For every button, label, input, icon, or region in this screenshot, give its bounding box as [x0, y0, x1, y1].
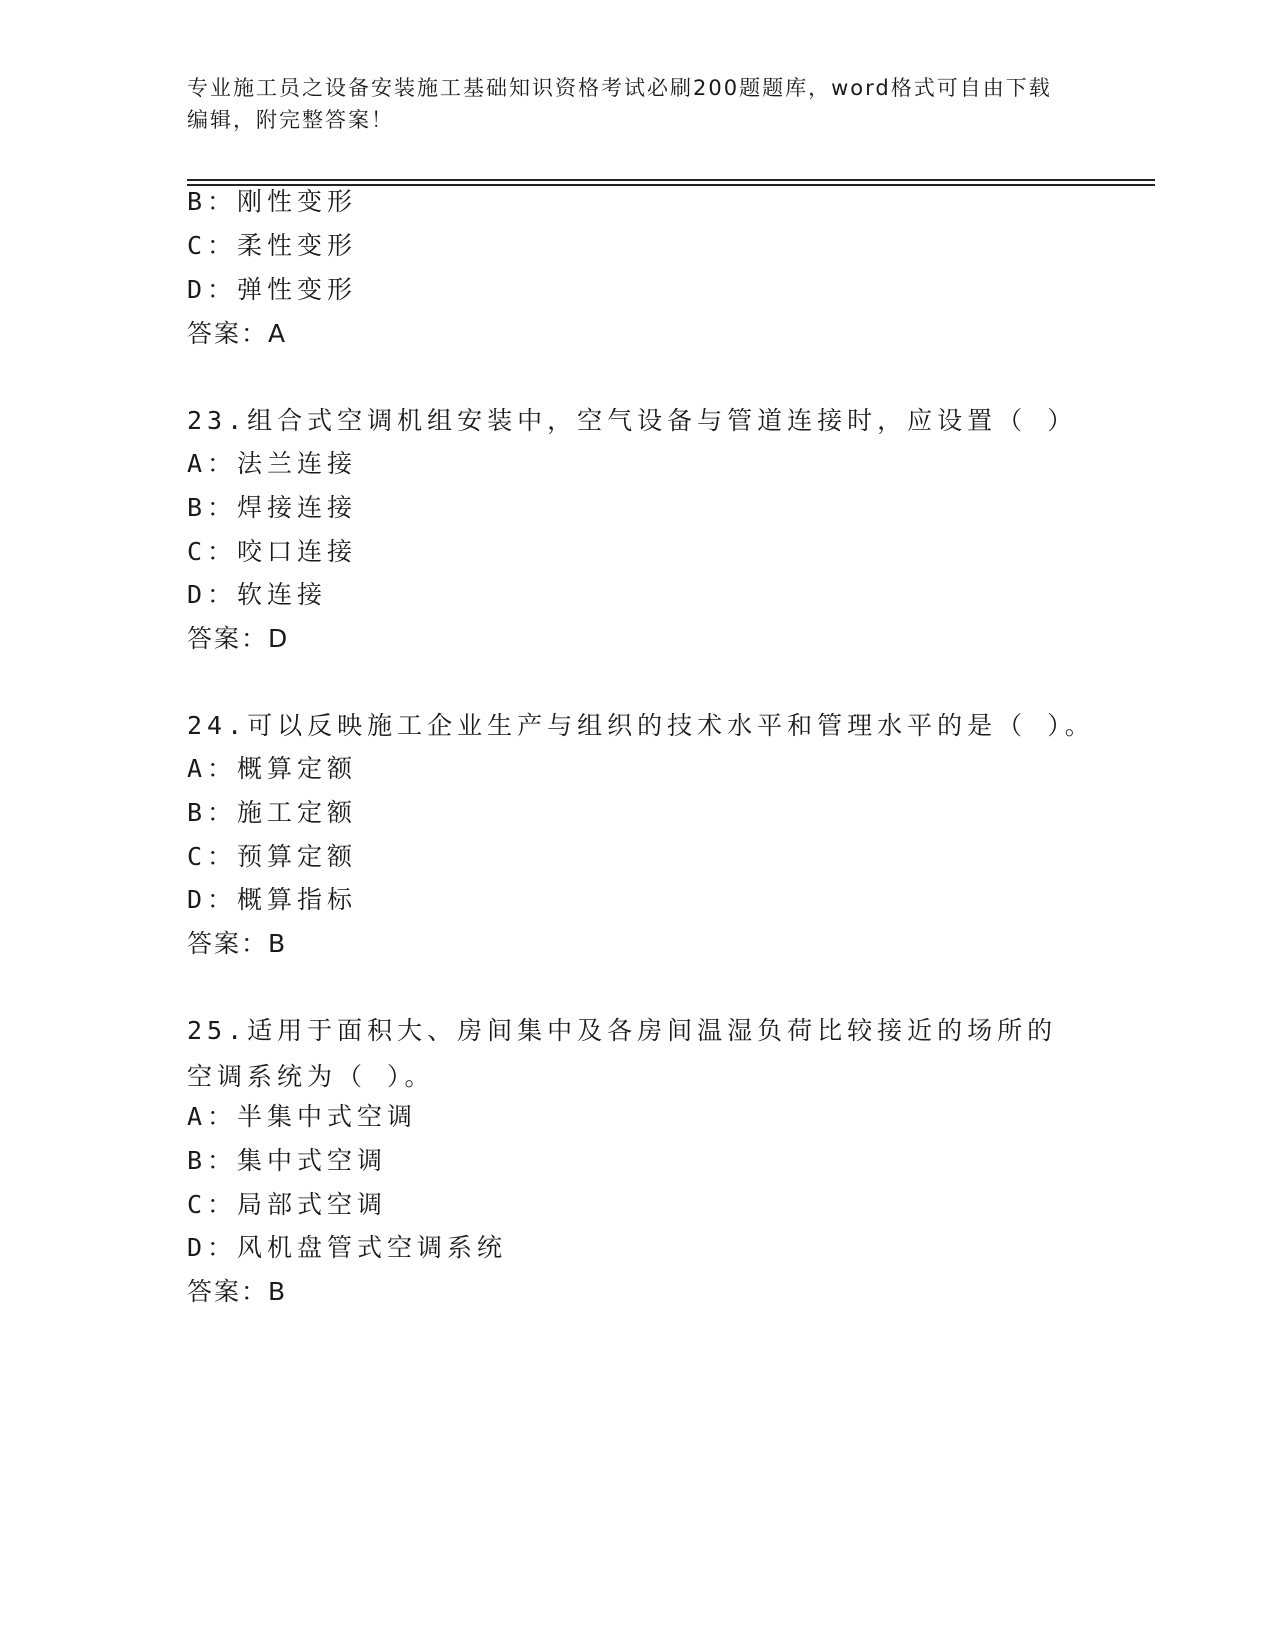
question-stem: 23.组合式空调机组安装中，空气设备与管道连接时，应设置（ ）	[187, 406, 1078, 435]
option-a: A：法兰连接	[187, 449, 358, 478]
option-b: B：施工定额	[187, 798, 358, 827]
option-d: D：弹性变形	[187, 275, 358, 304]
answer-line: 答案：A	[187, 319, 288, 348]
option-c: C：柔性变形	[187, 231, 358, 260]
option-d: D：风机盘管式空调系统	[187, 1233, 508, 1262]
option-c: C：预算定额	[187, 842, 358, 871]
answer-line: 答案：B	[187, 1277, 288, 1306]
answer-line: 答案：B	[187, 929, 288, 958]
question-stem: 24.可以反映施工企业生产与组织的技术水平和管理水平的是（ ）。	[187, 711, 1095, 740]
option-c: C：咬口连接	[187, 537, 358, 566]
document-header-title: 专业施工员之设备安装施工基础知识资格考试必刷200题题库，word格式可自由下载编辑，附完整答案！	[187, 76, 1052, 132]
option-d: D：软连接	[187, 580, 328, 609]
question-stem: 25.适用于面积大、房间集中及各房间温湿负荷比较接近的场所的空调系统为（ ）。	[187, 1016, 1058, 1091]
option-b: B：焊接连接	[187, 493, 358, 522]
option-c: C：局部式空调	[187, 1190, 388, 1219]
header-divider-top	[187, 179, 1155, 181]
option-a: A：半集中式空调	[187, 1102, 418, 1131]
option-a: A：概算定额	[187, 754, 358, 783]
answer-line: 答案：D	[187, 624, 290, 653]
option-d: D：概算指标	[187, 885, 358, 914]
option-b: B：集中式空调	[187, 1146, 388, 1175]
option-b: B：刚性变形	[187, 187, 358, 216]
